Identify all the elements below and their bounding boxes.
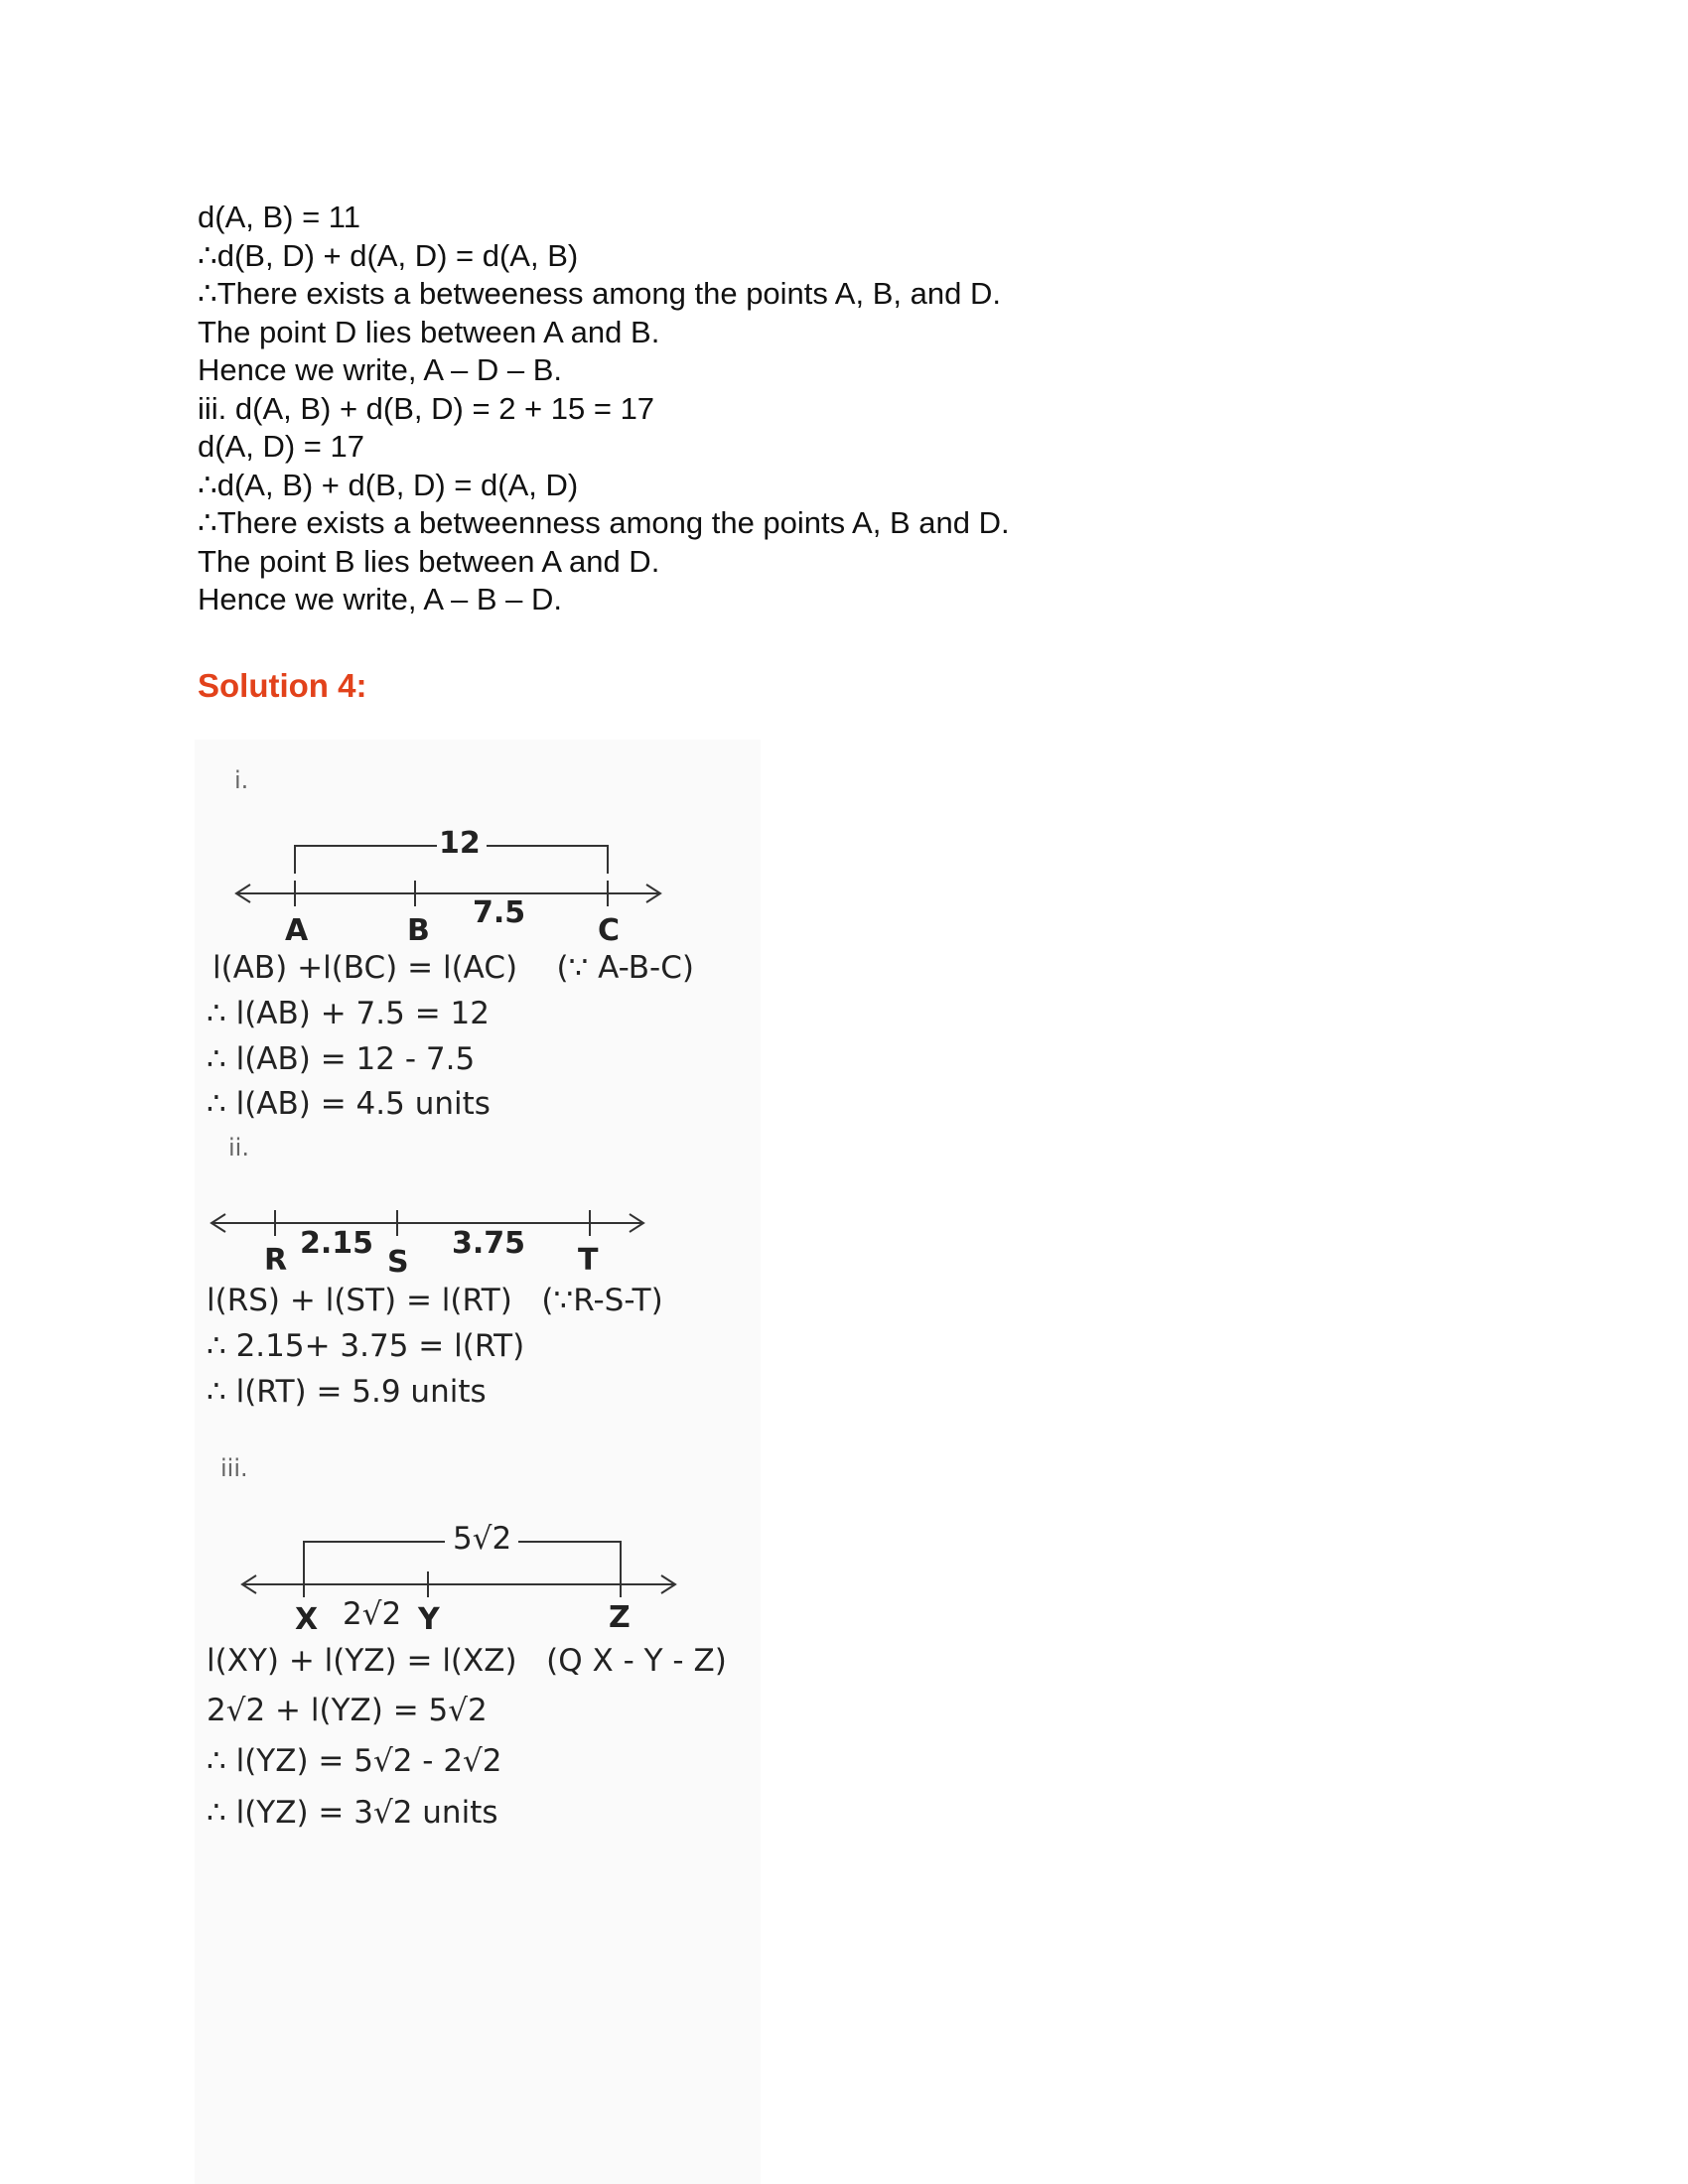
text-line: ∴d(B, D) + d(A, D) = d(A, B) — [198, 237, 579, 273]
segment-measure: 2√2 — [343, 1596, 402, 1632]
equation-line: l(RS) + l(ST) = l(RT) (∵R-S-T) — [207, 1283, 663, 1318]
text-line: ∴There exists a betweenness among the points A, B and D. — [198, 505, 1010, 540]
segment-measure: 2.15 — [300, 1226, 374, 1261]
point-label: C — [598, 913, 621, 948]
segment-measure: 7.5 — [473, 895, 526, 930]
equation-line: l(XY) + l(YZ) = l(XZ) (Q X - Y - Z) — [207, 1643, 727, 1679]
equation-line: ∴ l(YZ) = 5√2 - 2√2 — [207, 1743, 502, 1779]
part-label: iii. — [220, 1454, 248, 1482]
text-line: The point D lies between A and B. — [198, 314, 660, 349]
equation-line: ∴ l(AB) = 12 - 7.5 — [207, 1041, 476, 1077]
total-bracket — [518, 1542, 621, 1571]
equation-line: 2√2 + l(YZ) = 5√2 — [207, 1693, 488, 1728]
total-measure: 12 — [439, 826, 481, 861]
equation-line: ∴ l(RT) = 5.9 units — [207, 1374, 487, 1410]
equation-line: ∴ l(YZ) = 3√2 units — [207, 1795, 498, 1831]
total-measure: 5√2 — [453, 1521, 512, 1557]
equation-line: ∴ 2.15+ 3.75 = l(RT) — [207, 1328, 525, 1364]
point-label: B — [407, 913, 430, 948]
equation-line: ∴ l(AB) + 7.5 = 12 — [207, 996, 490, 1031]
text-line: iii. d(A, B) + d(B, D) = 2 + 15 = 17 — [198, 390, 655, 426]
point-label: T — [578, 1243, 599, 1278]
part-label: i. — [234, 766, 249, 794]
solution-heading: Solution 4: — [198, 667, 367, 704]
text-line: Hence we write, A – D – B. — [198, 352, 563, 387]
text-line: ∴d(A, B) + d(B, D) = d(A, D) — [198, 467, 579, 502]
text-line: The point B lies between A and D. — [198, 543, 660, 579]
point-label: X — [295, 1602, 319, 1637]
text-line: d(A, B) = 11 — [198, 200, 360, 234]
text-line: Hence we write, A – B – D. — [198, 582, 563, 616]
equation-line: ∴ l(AB) = 4.5 units — [207, 1086, 491, 1122]
point-label: Z — [609, 1600, 631, 1635]
part-label: ii. — [228, 1134, 249, 1161]
total-bracket — [304, 1542, 445, 1571]
point-label: S — [387, 1245, 409, 1280]
equation-line: l(AB) +l(BC) = l(AC) (∵ A-B-C) — [212, 950, 694, 986]
point-label: Y — [418, 1602, 440, 1637]
text-line: d(A, D) = 17 — [198, 429, 364, 464]
text-line: ∴There exists a betweeness among the points A, B, and D. — [198, 276, 1001, 311]
point-label: R — [264, 1243, 288, 1278]
point-label: A — [285, 913, 309, 948]
segment-measure: 3.75 — [452, 1226, 526, 1261]
